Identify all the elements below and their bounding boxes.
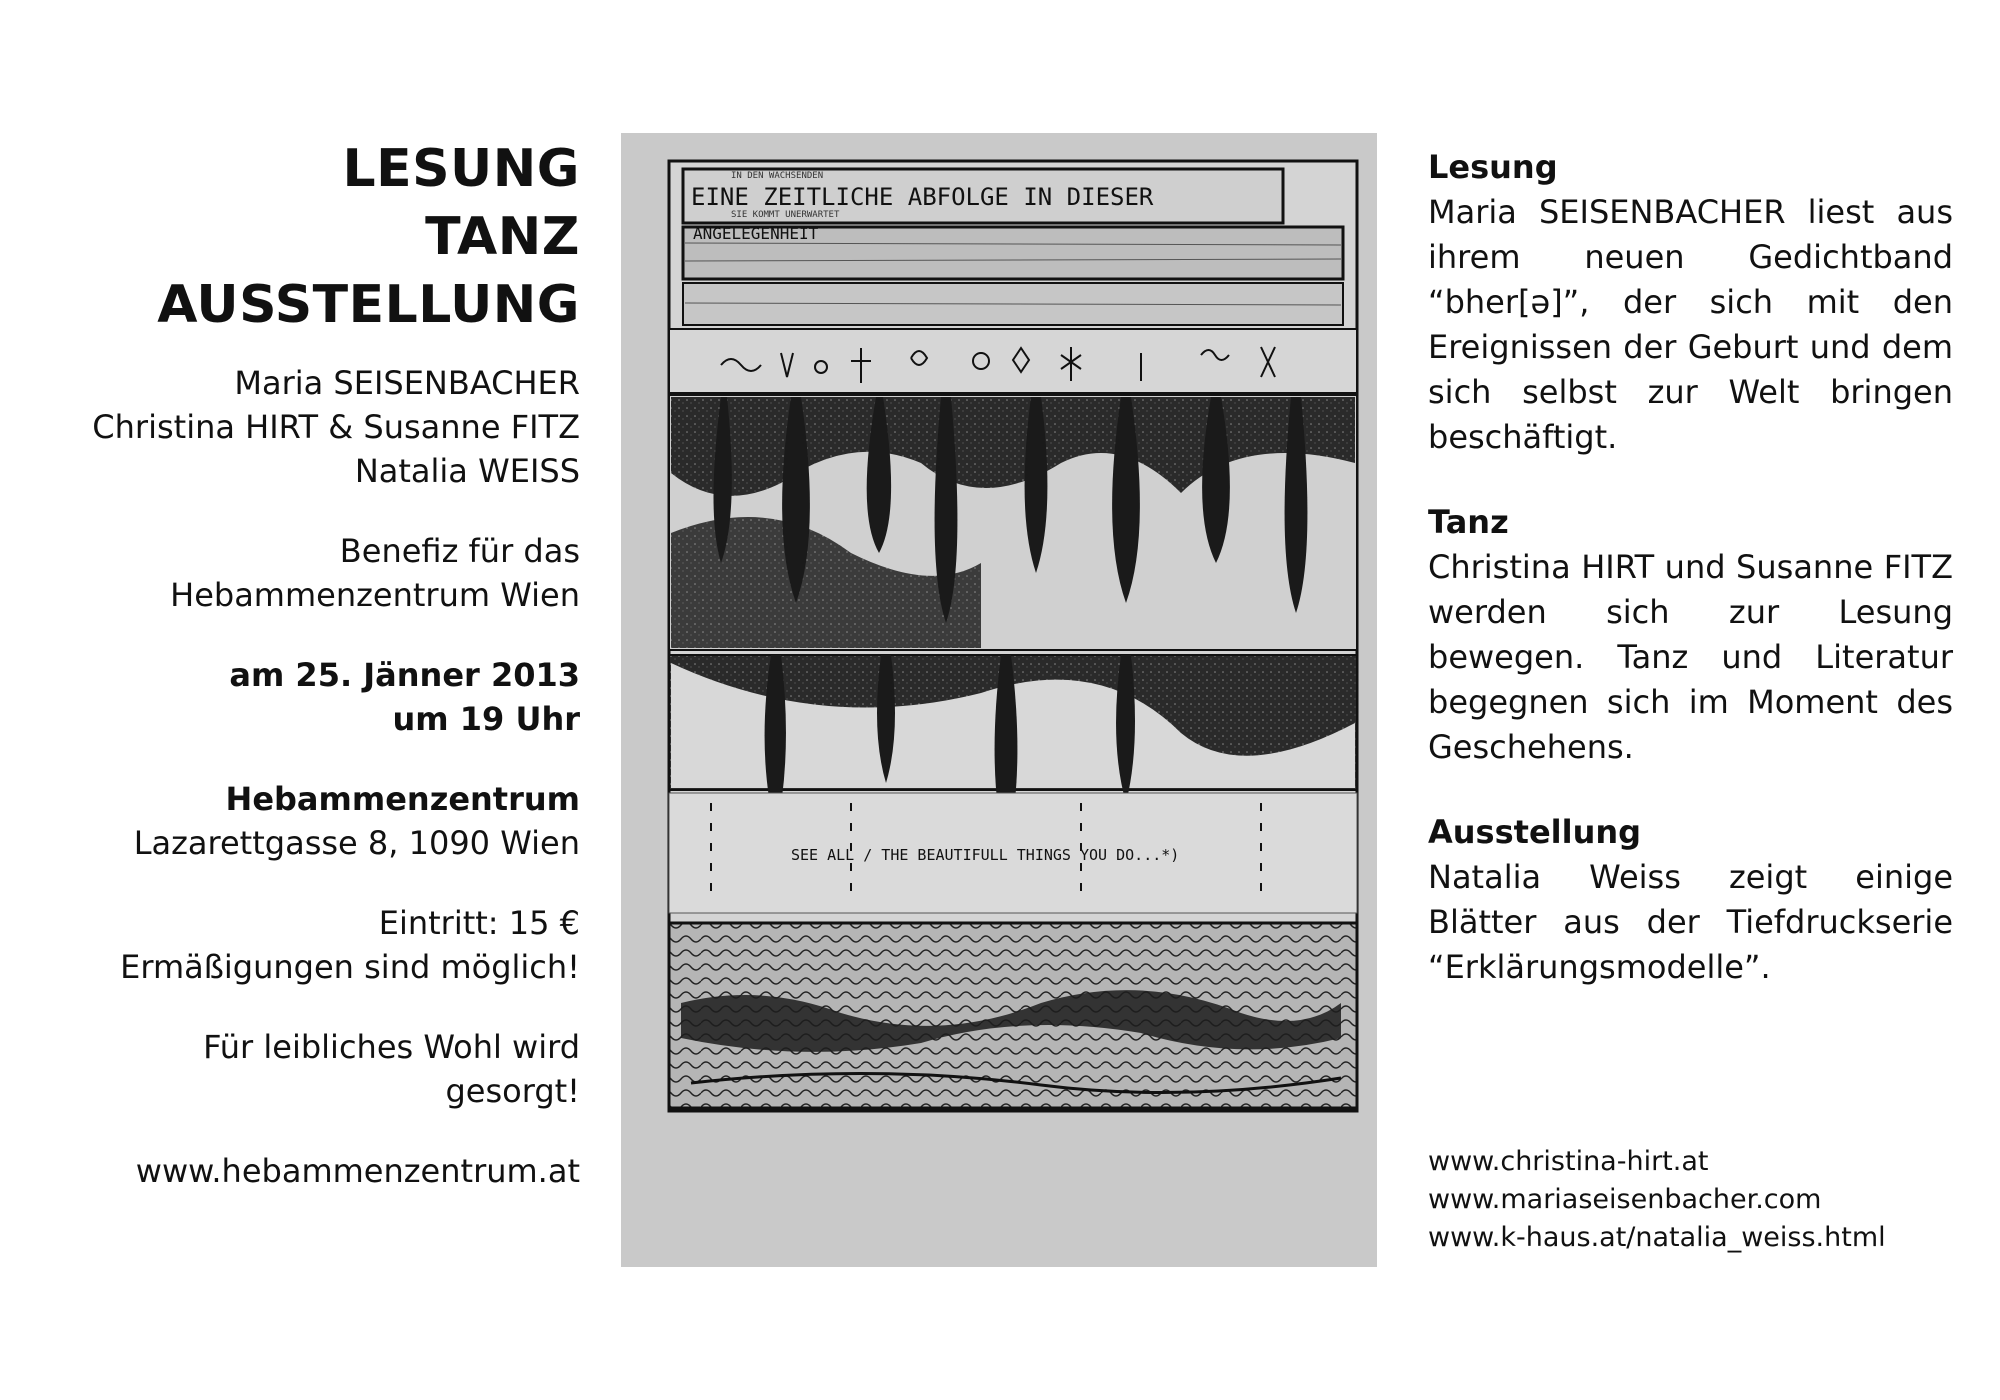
section-lesung [1428,145,1953,460]
tanz-heading: Tanz [1428,503,1509,541]
link-natalia-weiss[interactable]: www.k-haus.at/natalia_weiss.html [1428,1222,1886,1253]
admission-discount: Ermäßigungen sind möglich! [120,948,580,986]
section-tanz [1428,500,1953,770]
performers [40,361,580,493]
lesung-text: Maria SEISENBACHER liest aus ihrem neuen Gedichtband “bher[ə]”, der sich mit den Ereignissen der Geburt und dem sich selbst zur Welt bringen beschäftigt. [1428,193,1953,456]
benefit-line: Benefiz für das [339,532,580,570]
right-column [1428,145,1953,1030]
ausstellung-text: Natalia Weiss zeigt einige Blätter aus der Tiefdruckserie “Erklärungsmodelle”. [1428,858,1953,986]
headline [40,135,580,339]
catering-line: gesorgt! [445,1072,580,1110]
venue-name: Hebammenzentrum [225,780,580,818]
time-line: um 19 Uhr [392,700,580,738]
admission [40,901,580,989]
ausstellung-heading: Ausstellung [1428,813,1642,851]
link-maria-seisenbacher[interactable]: www.mariaseisenbacher.com [1428,1184,1822,1215]
link-christina-hirt[interactable]: www.christina-hirt.at [1428,1146,1709,1177]
performer-line: Maria SEISENBACHER [234,364,580,402]
headline-tanz: TANZ [425,207,580,267]
website-link[interactable]: www.hebammenzentrum.at [135,1152,580,1190]
artwork-small-text: SIE KOMMT UNERWARTET [731,210,840,220]
artwork-small-text: IN DEN WACHSENDEN [731,171,824,181]
lesung-heading: Lesung [1428,148,1558,186]
headline-lesung: LESUNG [342,139,580,199]
catering-line: Für leibliches Wohl wird [203,1028,580,1066]
artist-links [1428,1143,1968,1257]
catering [40,1025,580,1113]
etching-illustration [621,133,1377,1267]
date-line: am 25. Jänner 2013 [229,656,580,694]
left-column [40,135,580,1229]
benefit [40,529,580,617]
artwork-second-text: ANGELEGENHEIT [693,224,819,243]
benefit-line: Hebammenzentrum Wien [170,576,580,614]
artwork-etching [621,133,1377,1267]
venue-address: Lazarettgasse 8, 1090 Wien [133,824,580,862]
website [40,1149,580,1193]
event-date [40,653,580,741]
artwork-top-text: EINE ZEITLICHE ABFOLGE IN DIESER [691,183,1154,211]
artwork-middle-text: SEE ALL / THE BEAUTIFULL THINGS YOU DO...*) [791,846,1180,864]
performer-line: Natalia WEISS [354,452,580,490]
tanz-text: Christina HIRT und Susanne FITZ werden sich zur Lesung bewegen. Tanz und Literatur begegnen sich im Moment des Geschehens. [1428,548,1953,766]
venue [40,777,580,865]
headline-ausstellung: AUSSTELLUNG [157,275,580,335]
section-ausstellung [1428,810,1953,990]
admission-price: Eintritt: 15 € [378,904,580,942]
performer-line: Christina HIRT & Susanne FITZ [92,408,580,446]
